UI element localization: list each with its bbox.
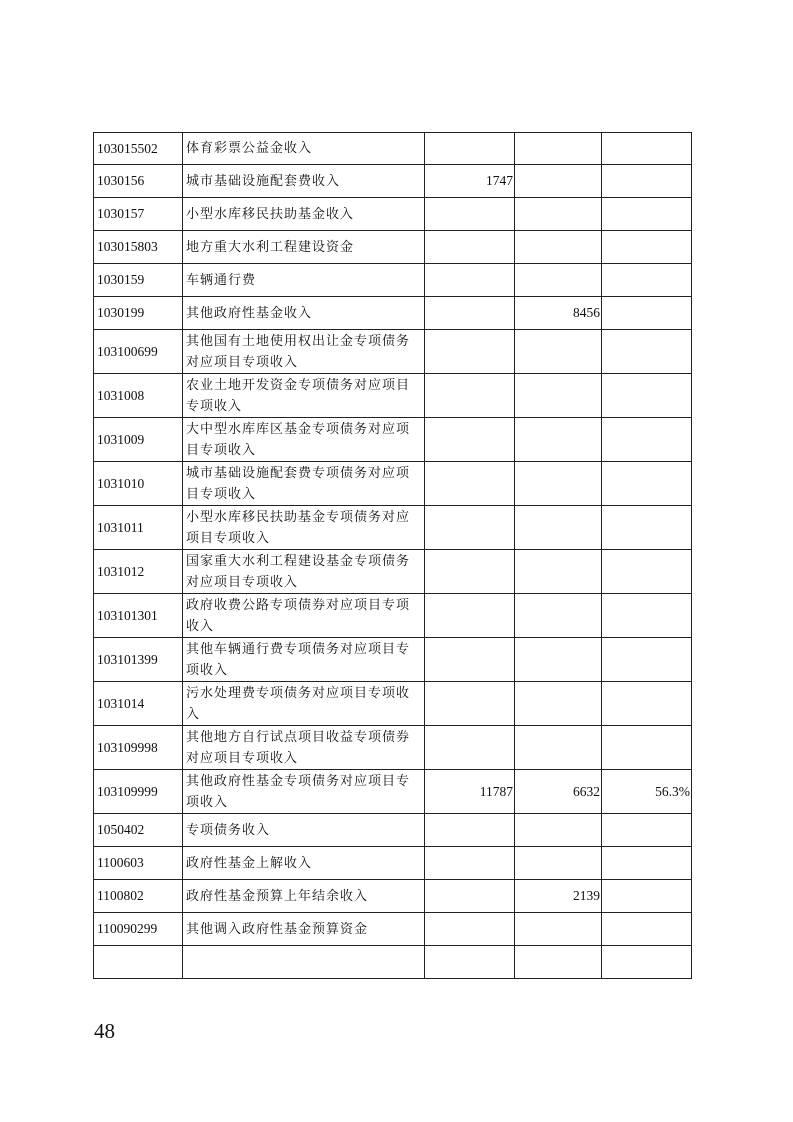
- value-cell: [515, 133, 602, 165]
- value-cell: [515, 418, 602, 462]
- value-cell: 11787: [425, 770, 515, 814]
- value-cell: [602, 638, 692, 682]
- name-cell: 专项债务收入: [183, 814, 425, 847]
- value-cell: [515, 913, 602, 946]
- name-cell: 政府收费公路专项债券对应项目专项收入: [183, 594, 425, 638]
- value-cell: [515, 231, 602, 264]
- table-row: [94, 198, 692, 231]
- code-cell: 1030159: [94, 264, 183, 297]
- value-cell: 8456: [515, 297, 602, 330]
- page-number: 48: [94, 1019, 115, 1043]
- table-row: [94, 462, 692, 506]
- value-cell: [602, 594, 692, 638]
- value-cell: [425, 506, 515, 550]
- code-cell: 1030157: [94, 198, 183, 231]
- name-cell: 其他政府性基金专项债务对应项目专项收入: [183, 770, 425, 814]
- value-cell: [425, 913, 515, 946]
- code-cell: 1031009: [94, 418, 183, 462]
- name-cell: 大中型水库库区基金专项债务对应项目专项收入: [183, 418, 425, 462]
- table-row: [94, 913, 692, 946]
- value-cell: [602, 506, 692, 550]
- value-cell: [515, 946, 602, 979]
- value-cell: [602, 133, 692, 165]
- name-cell: 农业土地开发资金专项债务对应项目专项收入: [183, 374, 425, 418]
- value-cell: [602, 726, 692, 770]
- value-cell: [425, 550, 515, 594]
- value-cell: [425, 330, 515, 374]
- value-cell: [515, 198, 602, 231]
- table-row: [94, 133, 692, 165]
- code-cell: 1031012: [94, 550, 183, 594]
- value-cell: [425, 814, 515, 847]
- code-cell: 1031014: [94, 682, 183, 726]
- value-cell: [515, 506, 602, 550]
- code-cell: 103109998: [94, 726, 183, 770]
- value-cell: [602, 165, 692, 198]
- table-row: [94, 682, 692, 726]
- name-cell: 其他政府性基金收入: [183, 297, 425, 330]
- value-cell: [602, 264, 692, 297]
- value-cell: [425, 297, 515, 330]
- value-cell: [515, 550, 602, 594]
- value-cell: [602, 297, 692, 330]
- value-cell: [425, 133, 515, 165]
- name-cell: 政府性基金预算上年结余收入: [183, 880, 425, 913]
- code-cell: 103100699: [94, 330, 183, 374]
- value-cell: [425, 880, 515, 913]
- table-row: [94, 594, 692, 638]
- value-cell: [602, 913, 692, 946]
- value-cell: [602, 946, 692, 979]
- code-cell: 1031010: [94, 462, 183, 506]
- value-cell: [602, 880, 692, 913]
- table-row: [94, 770, 692, 814]
- name-cell: 城市基础设施配套费专项债务对应项目专项收入: [183, 462, 425, 506]
- table-row: [94, 726, 692, 770]
- code-cell: 1031011: [94, 506, 183, 550]
- name-cell: 车辆通行费: [183, 264, 425, 297]
- table-row: [94, 418, 692, 462]
- budget-table: [93, 132, 692, 979]
- value-cell: [515, 374, 602, 418]
- value-cell: [602, 847, 692, 880]
- value-cell: [425, 682, 515, 726]
- code-cell: 1031008: [94, 374, 183, 418]
- table-row: [94, 550, 692, 594]
- value-cell: [602, 462, 692, 506]
- value-cell: [425, 638, 515, 682]
- value-cell: [515, 264, 602, 297]
- value-cell: 6632: [515, 770, 602, 814]
- code-cell: 1030199: [94, 297, 183, 330]
- value-cell: [515, 165, 602, 198]
- value-cell: [425, 847, 515, 880]
- code-cell: 103015803: [94, 231, 183, 264]
- code-cell: 103109999: [94, 770, 183, 814]
- value-cell: [425, 594, 515, 638]
- code-cell: 1030156: [94, 165, 183, 198]
- table-row: [94, 814, 692, 847]
- name-cell: 国家重大水利工程建设基金专项债务对应项目专项收入: [183, 550, 425, 594]
- name-cell: 其他车辆通行费专项债务对应项目专项收入: [183, 638, 425, 682]
- table-row: [94, 506, 692, 550]
- name-cell: 体育彩票公益金收入: [183, 133, 425, 165]
- value-cell: [425, 418, 515, 462]
- name-cell: 政府性基金上解收入: [183, 847, 425, 880]
- value-cell: [425, 374, 515, 418]
- value-cell: [425, 726, 515, 770]
- name-cell: 污水处理费专项债务对应项目专项收入: [183, 682, 425, 726]
- value-cell: [425, 231, 515, 264]
- table-row: [94, 297, 692, 330]
- value-cell: [515, 594, 602, 638]
- value-cell: [602, 330, 692, 374]
- table-row: [94, 638, 692, 682]
- table-row: [94, 330, 692, 374]
- code-cell: 1100603: [94, 847, 183, 880]
- table-row: [94, 374, 692, 418]
- table-row: [94, 264, 692, 297]
- value-cell: [515, 638, 602, 682]
- value-cell: [602, 374, 692, 418]
- code-cell: [94, 946, 183, 979]
- value-cell: 2139: [515, 880, 602, 913]
- value-cell: [602, 231, 692, 264]
- name-cell: 地方重大水利工程建设资金: [183, 231, 425, 264]
- value-cell: [602, 550, 692, 594]
- value-cell: [602, 682, 692, 726]
- code-cell: 110090299: [94, 913, 183, 946]
- table-row: [94, 880, 692, 913]
- table-row: [94, 165, 692, 198]
- code-cell: 1100802: [94, 880, 183, 913]
- value-cell: [515, 462, 602, 506]
- value-cell: [515, 682, 602, 726]
- value-cell: [515, 726, 602, 770]
- name-cell: 小型水库移民扶助基金收入: [183, 198, 425, 231]
- value-cell: [425, 264, 515, 297]
- value-cell: [425, 946, 515, 979]
- value-cell: [602, 418, 692, 462]
- value-cell: [515, 847, 602, 880]
- budget-table-body: [94, 133, 692, 979]
- value-cell: [515, 330, 602, 374]
- code-cell: 103101301: [94, 594, 183, 638]
- value-cell: 56.3%: [602, 770, 692, 814]
- name-cell: 其他国有土地使用权出让金专项债务对应项目专项收入: [183, 330, 425, 374]
- name-cell: [183, 946, 425, 979]
- value-cell: 1747: [425, 165, 515, 198]
- name-cell: 小型水库移民扶助基金专项债务对应项目专项收入: [183, 506, 425, 550]
- code-cell: 1050402: [94, 814, 183, 847]
- value-cell: [425, 462, 515, 506]
- name-cell: 其他调入政府性基金预算资金: [183, 913, 425, 946]
- name-cell: 城市基础设施配套费收入: [183, 165, 425, 198]
- value-cell: [602, 198, 692, 231]
- value-cell: [602, 814, 692, 847]
- table-row: [94, 847, 692, 880]
- code-cell: 103101399: [94, 638, 183, 682]
- code-cell: 103015502: [94, 133, 183, 165]
- value-cell: [515, 814, 602, 847]
- value-cell: [425, 198, 515, 231]
- name-cell: 其他地方自行试点项目收益专项债券对应项目专项收入: [183, 726, 425, 770]
- table-row: [94, 231, 692, 264]
- table-row: [94, 946, 692, 979]
